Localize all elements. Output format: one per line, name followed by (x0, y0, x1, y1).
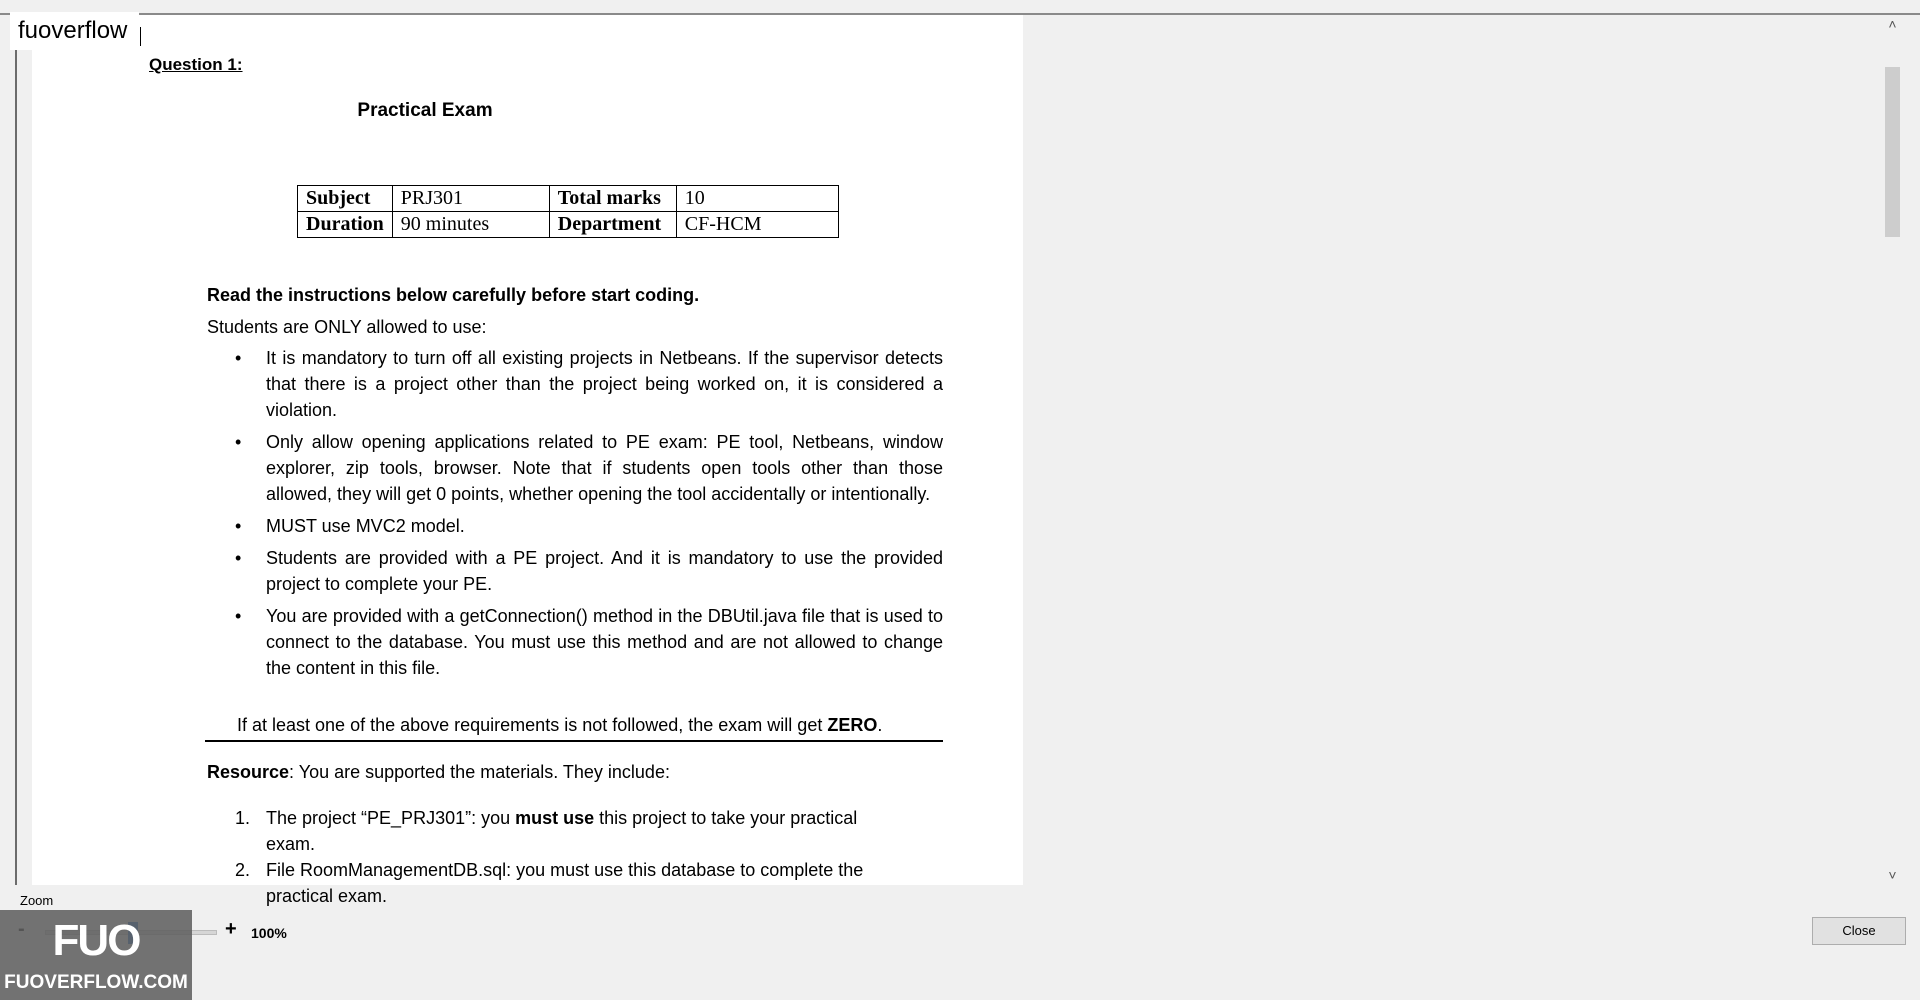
exam-info-table (297, 185, 839, 238)
logo-mark: FUO (52, 916, 140, 965)
list-item: • You are provided with a getConnection() method in the DBUtil.java file that is used to connect to the database. You must use this method and are not allowed to change the content in this file. (207, 603, 943, 681)
duration-value: 90 minutes (392, 212, 549, 238)
instructions-heading: Read the instructions below carefully before start coding. (207, 285, 700, 305)
logo-text: FUOVERFLOW.COM (4, 972, 188, 993)
department-value: CF-HCM (676, 212, 838, 238)
table-row (298, 186, 839, 212)
total-marks-value: 10 (676, 186, 838, 212)
department-label: Department (549, 212, 676, 238)
zero-warning-text: If at least one of the above requirements is not followed, the exam will get (237, 715, 828, 735)
resource-item-text: File RoomManagementDB.sql: you must use this database to complete the practical exam. (266, 860, 864, 906)
resources-list (207, 805, 907, 909)
list-number: 2. (235, 860, 251, 880)
chevron-up-icon[interactable]: ˄ (1888, 16, 1897, 32)
zero-warning (237, 715, 882, 736)
list-item: • Only allow opening applications related to PE exam: PE tool, Netbeans, window explorer, zip tools, browser. Note that if students open tools other than those allowed, they will get 0 points, whether opening the tool accidentally or intentionally. (207, 429, 943, 507)
resource-item-bold: must use (515, 808, 595, 828)
fuo-logo (0, 910, 192, 1000)
list-item (207, 857, 907, 909)
list-item: • MUST use MVC2 model. (207, 513, 943, 539)
rules-list (207, 345, 943, 687)
zoom-label: Zoom (20, 893, 54, 908)
watermark-site-label: fuoverflow (10, 12, 139, 50)
allowed-intro: Students are ONLY allowed to use: (207, 317, 487, 337)
subject-value: PRJ301 (392, 186, 549, 212)
chevron-down-icon[interactable]: ˅ (1888, 867, 1897, 883)
text-caret (140, 27, 141, 46)
resource-line (207, 762, 670, 783)
subject-label: Subject (298, 186, 393, 212)
table-row (298, 212, 839, 238)
question-title: Question 1: (149, 55, 243, 74)
duration-label: Duration (298, 212, 393, 238)
list-item (207, 805, 907, 857)
exam-title: Practical Exam (357, 100, 493, 121)
resource-label: Resource (207, 762, 290, 782)
zero-warning-suffix: . (877, 715, 883, 735)
list-number: 1. (235, 808, 251, 828)
close-button[interactable]: Close (1812, 917, 1906, 945)
list-item: • It is mandatory to turn off all existing projects in Netbeans. If the supervisor detects that there is a project other than the project being worked on, it is considered a violation. (207, 345, 943, 423)
zoom-value: 100% (251, 925, 287, 941)
zero-word: ZERO (827, 715, 878, 735)
resource-text: : You are supported the materials. They include: (289, 762, 670, 782)
list-item: • Students are provided with a PE project. And it is mandatory to use the provided project to complete your PE. (207, 545, 943, 597)
total-marks-label: Total marks (549, 186, 676, 212)
zoom-in-button[interactable]: + (225, 918, 237, 940)
scrollbar-thumb[interactable] (1885, 67, 1900, 237)
resource-item-text-end: this project to take your practical exam. (266, 808, 858, 854)
vertical-scrollbar[interactable] (1883, 15, 1902, 885)
resource-item-text: The project “PE_PRJ301”: you (266, 808, 516, 828)
section-divider (205, 740, 943, 742)
